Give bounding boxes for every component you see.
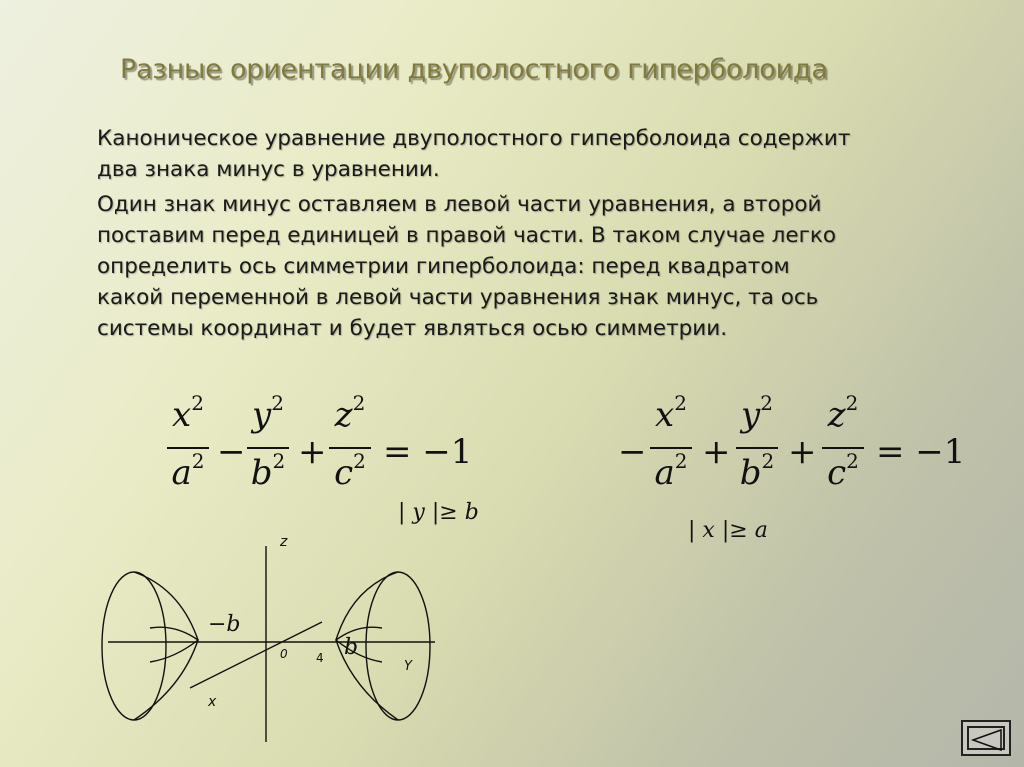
origin-label: 0 xyxy=(280,647,288,661)
b-label: b xyxy=(344,635,359,660)
numerator-x: x xyxy=(655,395,675,435)
paragraph-2-line-3: определить ось симметрии гиперболоида: перед квадратом xyxy=(97,254,790,279)
exponent: 2 xyxy=(272,449,286,473)
denominator-a: a xyxy=(171,453,192,493)
paragraph-1 xyxy=(97,123,977,185)
equals-minus-one: = −1 xyxy=(876,432,966,472)
numerator-y: y xyxy=(741,395,761,435)
denominator-b: b xyxy=(250,453,273,493)
exponent: 2 xyxy=(761,449,775,473)
condition-y: | y |≥ b xyxy=(398,500,479,525)
hyperboloid-diagram xyxy=(90,528,450,748)
paragraph-2-line-1: Один знак минус оставляем в левой части уравнения, а второй xyxy=(97,192,822,217)
paragraph-2-line-4: какой переменной в левой части уравнения знак минус, та ось xyxy=(97,285,819,310)
numerator-z: z xyxy=(827,395,846,435)
paragraph-2 xyxy=(97,189,977,344)
paragraph-2-line-2: поставим перед единицей в правой части. В таком случае легко xyxy=(97,223,837,248)
denominator-c: c xyxy=(827,453,847,493)
tick-label: 4 xyxy=(316,651,324,665)
condition-var: x xyxy=(702,518,715,543)
triangle-left-icon xyxy=(969,728,1007,752)
x-axis-label: x xyxy=(208,694,217,710)
condition-var: y xyxy=(412,500,425,525)
denominator-a: a xyxy=(654,453,675,493)
exponent: 2 xyxy=(191,391,204,415)
plus-sign: + xyxy=(788,432,817,472)
paragraph-1-line-1: Каноническое уравнение двуполостного гиперболоида содержит xyxy=(97,126,851,151)
exponent: 2 xyxy=(845,391,859,415)
denominator-b: b xyxy=(739,453,762,493)
plus-sign: + xyxy=(298,432,327,472)
y-axis-label: Y xyxy=(404,659,412,674)
exponent: 2 xyxy=(674,449,688,473)
exponent: 2 xyxy=(353,449,366,473)
exponent: 2 xyxy=(191,449,205,473)
back-button-frame xyxy=(967,726,1005,750)
condition-rhs: a xyxy=(754,518,768,543)
condition-x: | x |≥ a xyxy=(688,518,768,543)
exponent: 2 xyxy=(760,391,773,415)
back-button[interactable] xyxy=(961,720,1011,756)
leading-minus-sign: − xyxy=(618,432,647,472)
equals-minus-one: = −1 xyxy=(383,432,473,472)
numerator-y: y xyxy=(252,395,272,435)
numerator-x: x xyxy=(172,395,192,435)
exponent: 2 xyxy=(271,391,284,415)
denominator-c: c xyxy=(334,453,354,493)
exponent: 2 xyxy=(846,449,859,473)
minus-sign: − xyxy=(217,432,246,472)
plus-sign: + xyxy=(702,432,731,472)
paragraph-1-line-2: два знака минус в уравнении. xyxy=(97,157,440,182)
condition-rhs: b xyxy=(464,500,479,525)
exponent: 2 xyxy=(674,391,687,415)
slide-title: Разные ориентации двуполостного гиперболоида xyxy=(120,54,828,85)
numerator-z: z xyxy=(334,395,353,435)
z-axis-label: z xyxy=(280,534,288,550)
neg-b-label: −b xyxy=(208,612,241,637)
paragraph-2-line-5: системы координат и будет являться осью симметрии. xyxy=(97,316,728,341)
exponent: 2 xyxy=(352,391,366,415)
left-sheet-rim xyxy=(102,572,166,720)
right-sheet-rim xyxy=(366,572,430,720)
